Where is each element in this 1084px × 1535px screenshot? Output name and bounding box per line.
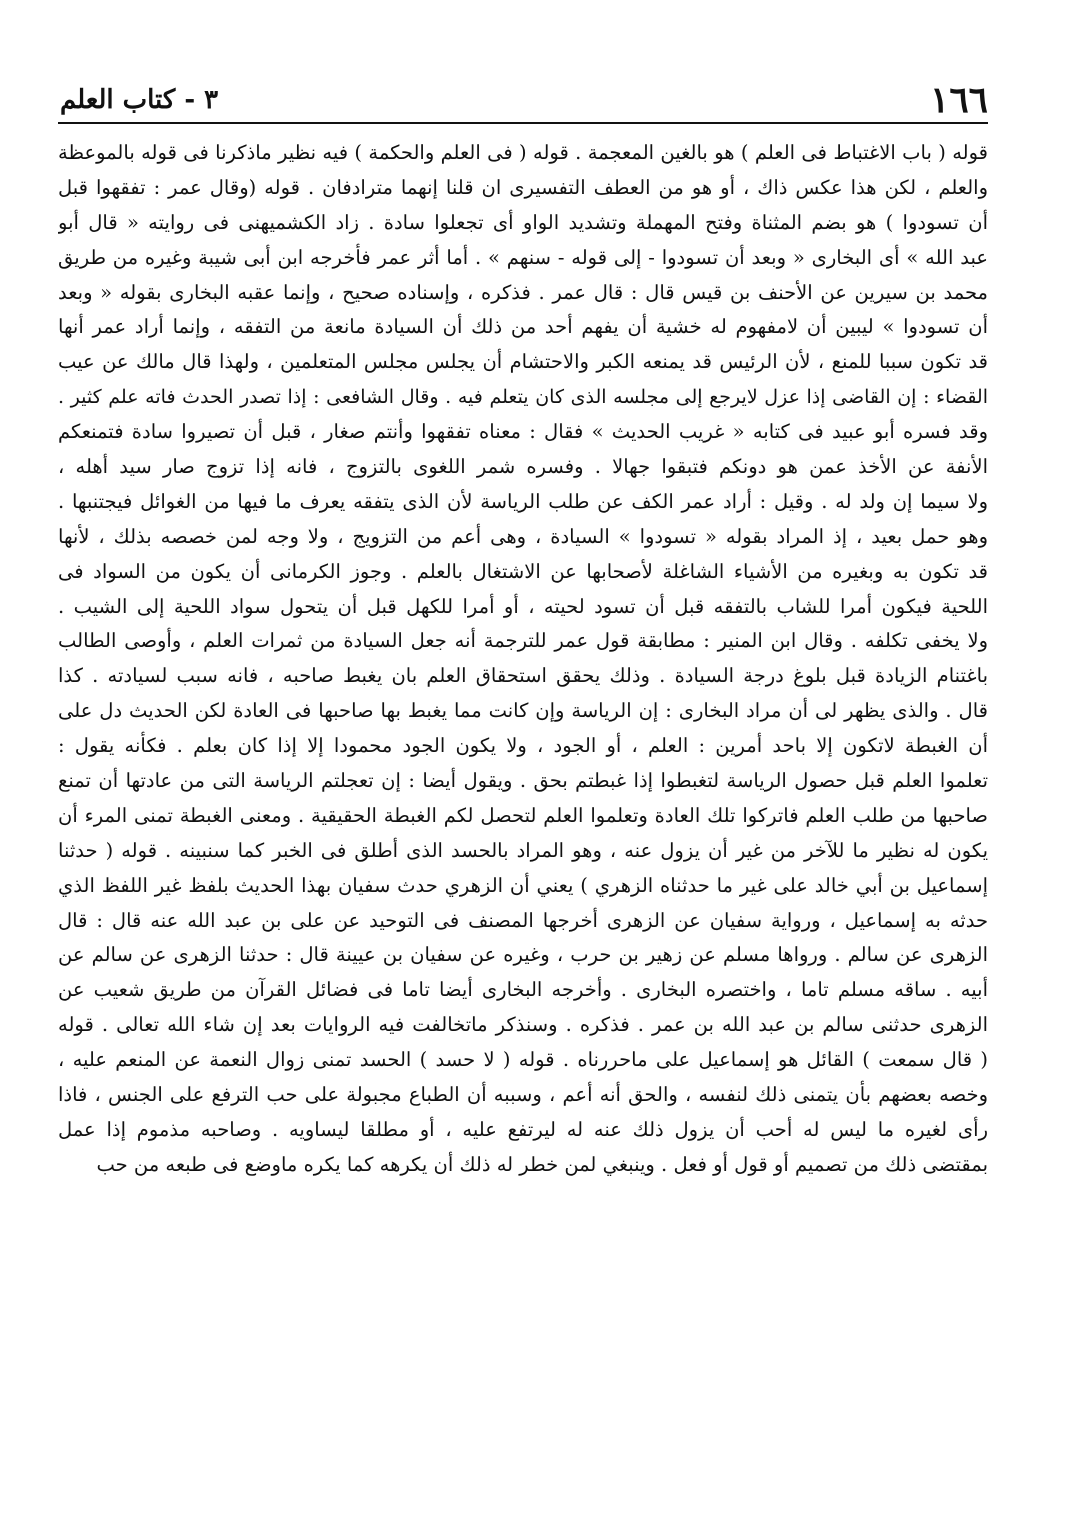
text-line: باغتنام الزيادة قبل بلوغ درجة السيادة . وذلك يحقق استحقاق العلم بان يغبط صاحبه ، فانه سبب لسيادته . كذا [58, 664, 988, 688]
text-line: القضاء : إن القاضى إذا عزل لايرجع إلى مجلسه الذى كان يتعلم فيه . وقال الشافعى : إذا تصدر الحدث فاته علم كثير . [58, 386, 988, 409]
text-line: أن الغبطة لاتكون إلا باحد أمرين : العلم ، أو الجود ، ولا يكون الجود محمودا إلا إذا كان بعلم . فكأنه يقول : [58, 734, 988, 758]
text-line: الأنفة عن الأخذ عمن هو دونكم فتبقوا جهالا . وفسره شمر اللغوى بالتزوج ، فانه إذا تزوج صار سيد أهله ، [58, 455, 988, 479]
text-line: يكون له نظير ما للآخر من غير أن يزول عنه ، وهو المراد بالحسد الذى أطلق فى الخبر كما سنبينه . قوله ( حدثنا [58, 838, 988, 862]
text-line: وهو حمل بعيد ، إذ المراد بقوله « تسودوا » السيادة ، وهى أعم من التزويج ، ولا وجه لمن خصصه بذلك ، لأنها [58, 524, 988, 548]
text-line: وخصه بعضهم بأن يتمنى ذلك لنفسه ، والحق أنه أعم ، وسببه أن الطباع مجبولة على حب الترفع على الجنس ، فاذا [58, 1083, 988, 1107]
text-line: بمقتضى ذلك من تصميم أو قول أو فعل . وينبغي لمن خطر له ذلك أن يكرهه كما يكره ماوضع فى طبعه من حب [96, 1152, 988, 1176]
text-line: إسماعيل بن أبي خالد على غير ما حدثناه الزهري ) يعني أن الزهري حدث سفيان بهذا الحديث بلفظ غير اللفظ الذي [58, 873, 988, 897]
text-line: ولا سيما إن ولد له . وقيل : أراد عمر الكف عن طلب الرياسة لأن الذى يتفقه يعرف ما فيها من الغوائل فيجتنبها . [58, 489, 988, 513]
text-line: الزهرى عن سالم . ورواها مسلم عن زهير بن حرب ، وغيره عن سفيان بن عيينة قال : حدثنا الزهرى عن سالم عن [58, 943, 988, 967]
text-line: أن تسودوا ) هو بضم المثناة وفتح المهملة وتشديد الواو أى تجعلوا سادة . زاد الكشميهنى فى روايته « قال أبو [58, 210, 988, 234]
text-line: تعلموا العلم قبل حصول الرياسة لتغبطوا إذا غبطتم بحق . ويقول أيضا : إن تعجلتم الرياسة التى من عادتها أن تمنع [58, 769, 988, 793]
text-line: قد تكون سببا للمنع ، لأن الرئيس قد يمنعه الكبر والاحتشام أن يجلس مجلس المتعلمين ، ولهذا قال مالك عن عيب [58, 350, 988, 374]
page-header [58, 78, 988, 124]
text-line: قال . والذى يظهر لى أن مراد البخارى : إن الرياسة وإن كانت مما يغبط بها صاحبها فى العادة لكن الحديث دل على [58, 699, 988, 723]
text-line: اللحية فيكون أمرا للشاب بالتفقه قبل أن تسود لحيته ، أو أمرا للكهل قبل أن يتحول سواد اللحية إلى الشيب . [58, 594, 988, 618]
text-line: قوله ( باب الاغتباط فى العلم ) هو بالغين المعجمة . قوله ( فى العلم والحكمة ) فيه نظير ماذكرنا فى قوله بالموعظة [58, 141, 988, 164]
text-line: صاحبها من طلب العلم فاتركوا تلك العادة وتعلموا العلم لتحصل لكم الغبطة الحقيقية . ومعنى الغبطة تمنى المرء أن [58, 803, 988, 827]
text-line: ولا يخفى تكلفه . وقال ابن المنير : مطابقة قول عمر للترجمة أنه جعل السيادة من ثمرات العلم ، وأوصى الطالب [58, 629, 988, 653]
text-line: أبيه . ساقه مسلم تاما ، واختصره البخارى . وأخرجه البخارى أيضا تاما فى فضائل القرآن من طريق شعيب عن [58, 978, 988, 1002]
text-line: ( قال سمعت ) القائل هو إسماعيل على ماحررناه . قوله ( لا حسد ) الحسد تمنى زوال النعمة عن المنعم عليه ، [58, 1048, 988, 1072]
text-line: أن تسودوا » ليبين أن لامفهوم له خشية أن يفهم أحد من ذلك أن السيادة مانعة من التفقه ، وإنما أراد عمر أنها [58, 315, 988, 339]
commentary-text [58, 136, 988, 1183]
text-line: حدثه به إسماعيل ، ورواية سفيان عن الزهرى أخرجها المصنف فى التوحيد عن على بن عبد الله عنه قال : قال [58, 908, 988, 932]
text-line: عبد الله » أى البخارى « وبعد أن تسودوا - إلى قوله - سنهم » . أما أثر عمر فأخرجه ابن أبى شيبة وغيره من طريق [58, 245, 988, 269]
chapter-title: ٣ - كتاب العلم [60, 85, 219, 115]
text-line: والعلم ، لكن هذا عكس ذاك ، أو هو من العطف التفسيرى ان قلنا إنهما مترادفان . قوله (وقال عمر : تفقهوا قبل [58, 175, 988, 199]
text-line: رأى لغيره ما ليس له أحب أن يزول ذلك عنه له ليرتفع عليه ، أو مطلقا ليساويه . وصاحبه مذموم إذا عمل [58, 1117, 988, 1141]
text-line: محمد بن سيرين عن الأحنف بن قيس قال : قال عمر . فذكره ، وإسناده صحيح ، وإنما عقبه البخارى بقوله « وبعد [58, 280, 988, 304]
text-line: وقد فسره أبو عبيد فى كتابه « غريب الحديث » فقال : معناه تفقهوا وأنتم صغار ، قبل أن تصيروا سادة فتمنعكم [58, 420, 988, 444]
page-number: ١٦٦ [929, 79, 988, 121]
text-line: قد تكون به وبغيره من الأشياء الشاغلة لأصحابها عن الاشتغال بالعلم . وجوز الكرمانى أن يكون من السواد فى [58, 559, 988, 583]
text-line: الزهرى حدثنى سالم بن عبد الله بن عمر . فذكره . وسنذكر ماتخالفت فيه الروايات بعد إن شاء الله تعالى . قوله [58, 1013, 988, 1037]
